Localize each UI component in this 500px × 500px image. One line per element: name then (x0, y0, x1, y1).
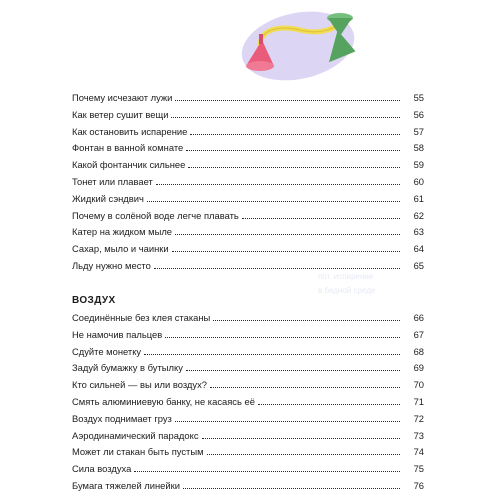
toc-entry-title: Кто сильней — вы или воздух? (72, 379, 207, 391)
toc-entry[interactable] (72, 241, 424, 258)
dot-leader (175, 226, 400, 235)
toc-entry-title: Сдуйте монетку (72, 345, 142, 357)
toc-entry-page-number: 70 (413, 379, 424, 391)
toc-entry[interactable] (72, 344, 424, 361)
toc-entry-title: Почему в солёной воде легче плавать (72, 209, 239, 221)
toc-entry-title: Фонтан в ванной комнате (72, 142, 184, 154)
dot-leader (171, 109, 400, 118)
dot-leader (188, 159, 400, 168)
toc-entry[interactable] (72, 208, 424, 225)
toc-entry[interactable] (72, 157, 424, 174)
toc-entry-title: Почему исчезают лужи (72, 92, 173, 103)
section-heading: ВОЗДУХ (72, 295, 116, 306)
toc-entry[interactable] (72, 360, 424, 377)
toc-entry-title: Смять алюминиевую банку, не касаясь её (72, 395, 255, 407)
dot-leader (134, 463, 400, 472)
toc-entry-page-number: 55 (413, 92, 424, 103)
toc-entry-page-number: 60 (413, 175, 424, 187)
toc-entry-page-number: 61 (413, 192, 424, 204)
toc-entry[interactable] (72, 377, 424, 394)
dot-leader (210, 379, 400, 388)
toc-entry-page-number: 62 (413, 209, 424, 221)
toc-entry-page-number: 67 (413, 328, 424, 340)
toc-entry-page-number: 65 (413, 259, 424, 271)
toc-entry-page-number: 69 (413, 362, 424, 374)
toc-entry-page-number: 73 (413, 429, 424, 441)
toc-list-air (72, 310, 424, 495)
dot-leader (183, 480, 400, 489)
dot-leader (207, 446, 400, 455)
toc-entry-page-number: 72 (413, 412, 424, 424)
toc-entry-title: Какой фонтанчик сильнее (72, 159, 186, 171)
dot-leader (147, 193, 400, 202)
dot-leader (175, 92, 400, 101)
toc-entry[interactable] (72, 258, 424, 275)
toc-entry[interactable] (72, 224, 424, 241)
dot-leader (144, 346, 400, 355)
toc-entry-title: Задуй бумажку в бутылку (72, 362, 183, 374)
toc-entry-page-number: 57 (413, 125, 424, 137)
toc-entry-title: Бумага тяжелей линейки (72, 479, 180, 491)
toc-entry-title: Может ли стакан быть пустым (72, 446, 204, 458)
toc-entry-title: Жидкий сэндвич (72, 192, 144, 204)
toc-entry-page-number: 64 (413, 243, 424, 255)
dot-leader (213, 312, 400, 321)
toc-entry-page-number: 68 (413, 345, 424, 357)
toc-entry-title: Как ветер сушит вещи (72, 108, 169, 120)
toc-entry-title: Тонет или плавает (72, 175, 153, 187)
toc-entry[interactable] (72, 428, 424, 445)
toc-section-air (72, 292, 424, 495)
dot-leader (202, 430, 400, 439)
toc-entry[interactable] (72, 327, 424, 344)
toc-entry-title: Не намочив пальцев (72, 328, 163, 340)
toc-entry-page-number: 58 (413, 142, 424, 154)
toc-entry[interactable] (72, 90, 424, 107)
dot-leader (242, 210, 400, 219)
toc-entry-title: Как остановить испарение (72, 125, 188, 137)
toc-entry-page-number: 56 (413, 108, 424, 120)
dot-leader (175, 413, 400, 422)
toc-entry-title: Катер на жидком мыле (72, 226, 173, 238)
toc-entry-page-number: 75 (413, 463, 424, 475)
toc-entry[interactable] (72, 124, 424, 141)
dot-leader (186, 362, 400, 371)
dot-leader (165, 329, 400, 338)
toc-entry-page-number: 76 (413, 479, 424, 491)
toc-entry-page-number: 74 (413, 446, 424, 458)
toc-entry[interactable] (72, 444, 424, 461)
funnels-illustration-icon (240, 4, 360, 86)
dot-leader (156, 176, 400, 185)
dot-leader (186, 142, 400, 151)
toc-entry[interactable] (72, 461, 424, 478)
toc-entry[interactable] (72, 478, 424, 495)
dot-leader (190, 126, 400, 135)
toc-entry[interactable] (72, 107, 424, 124)
dot-leader (154, 260, 400, 269)
toc-entry[interactable] (72, 174, 424, 191)
toc-page: пот. испарение в бедной среде Почему исчезают лужи 55 Как ветер сушит вещи 56 Как остановить испарение 57 Фонтан в ванной комнате 58 Какой фонтанчик сильнее 59 Тонет или плавает 60 Жидкий сэндвич 61 Почему в солёной воде легче плавать 62 Катер на жидком мыле 63 Сахар, мыло и чаинки 64 Льду нужно место 65 ВОЗДУХ Соединённые без клея стаканы 66 Не намочив пальцев 67 Сдуйте монетку 68 Задуй бумажку в бутылку 69 Кто сильней — вы или воздух? 70 Смять алюминиевую банку, не касаясь её 71 Воздух поднимает груз 72 Аэродинамический парадокс 73 Может ли стакан быть пустым 74 Сила воздуха 75 Бумага тяжелей линейки 76 (0, 0, 500, 500)
toc-list-water (72, 90, 424, 275)
toc-entry-title: Воздух поднимает груз (72, 412, 172, 424)
toc-entry-page-number: 71 (413, 395, 424, 407)
toc-entry-title: Сила воздуха (72, 463, 132, 475)
toc-entry-page-number: 63 (413, 226, 424, 238)
toc-entry-title: Соединённые без клея стаканы (72, 312, 211, 323)
toc-entry-title: Сахар, мыло и чаинки (72, 243, 169, 255)
dot-leader (172, 243, 400, 252)
toc-entry[interactable] (72, 411, 424, 428)
toc-entry-title: Аэродинамический парадокс (72, 429, 199, 441)
toc-entry-page-number: 66 (413, 312, 424, 323)
toc-entry[interactable] (72, 394, 424, 411)
toc-entry-page-number: 59 (413, 159, 424, 171)
toc-entry[interactable] (72, 191, 424, 208)
dot-leader (258, 396, 400, 405)
toc-entry-title: Льду нужно место (72, 259, 151, 271)
toc-entry[interactable] (72, 310, 424, 327)
toc-entry[interactable] (72, 140, 424, 157)
